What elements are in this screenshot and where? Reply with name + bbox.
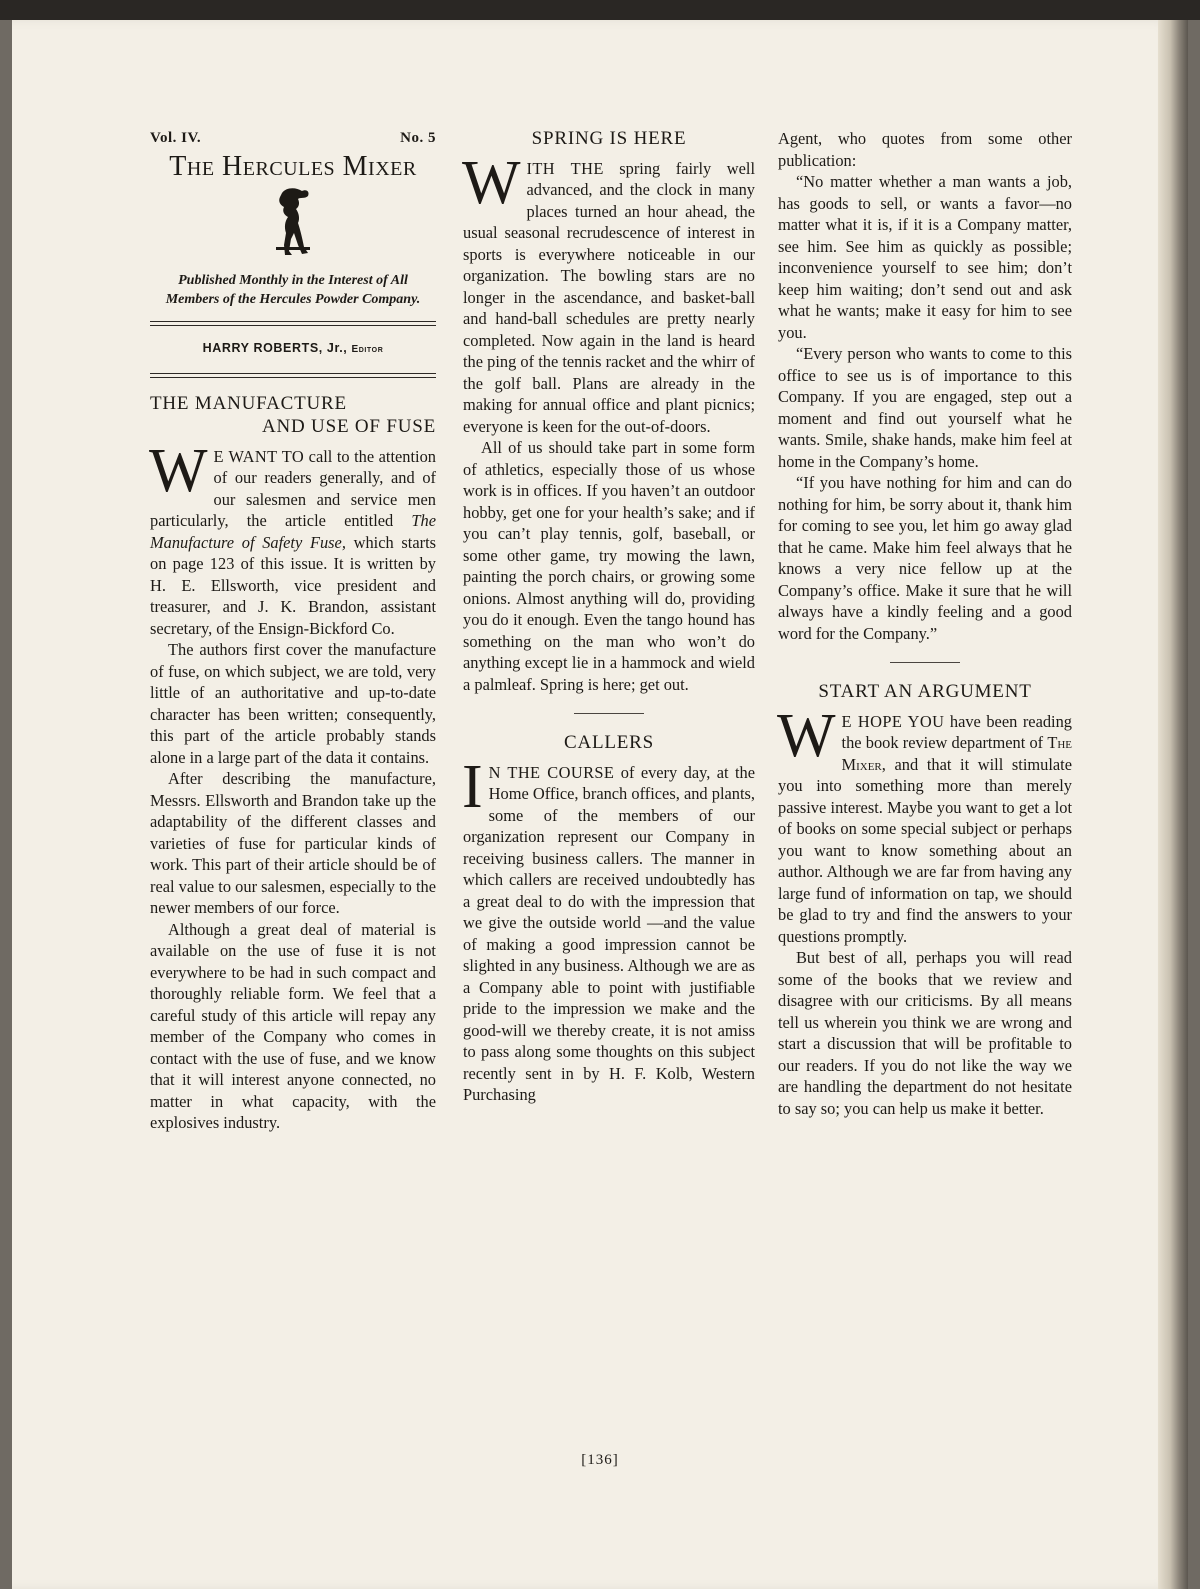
paragraph-text: which starts on page 123 of this issue. It is written by H. E. Ellsworth, vice president and treasurer, and J. K. Brandon, assistant secretary, of the Ensign-Bickford Co. <box>150 532 436 638</box>
page-binding-edge <box>1158 20 1188 1589</box>
article-heading-spring: SPRING IS HERE <box>531 128 687 149</box>
spring-paragraph-1 <box>462 148 755 438</box>
article-heading-fuse <box>150 392 436 438</box>
paragraph-text: of every day, at the Home Office, branch offices, and plants, some of the members of our organization represent our Company in receiving business callers. The manner in which callers are received undoubtedly has a great deal to do with the impression that we give the outside world —and the value of making a good impression cannot be slighted in any business. Although we are as a Company able to point with justifiable pride to the impression we make and the good-will we thereby create, it is not amiss to pass along some thoughts on this subject recently sent in by H. F. Kolb, Western Purchasing <box>463 762 755 1104</box>
publication-statement: Published Monthly in the Interest of All Members of the Hercules Powder Company. <box>165 273 421 307</box>
fuse-paragraph-1 <box>149 436 436 640</box>
fuse-paragraph-2: The authors first cover the manufacture of fuse, on which subject, we are told, very little of an authoritative and up-to-date character has been written; consequently, this part of the article probably stands alone in a large part of the data it contains. <box>150 640 436 767</box>
article-heading-callers: CALLERS <box>563 732 655 753</box>
masthead-rule-top <box>150 321 436 326</box>
fuse-paragraph-3: After describing the manufacture, Messrs. Ellsworth and Brandon take up the adaptability of the different classes and varieties of fuse for particular kinds of work. This part of their article should be of real value to our salesmen, especially to the newer members of our force. <box>150 769 436 917</box>
callers-paragraph-1-continued: Agent, who quotes from some other publication: <box>778 129 1072 170</box>
argument-paragraph-2: But best of all, perhaps you will read some of the books that we review and disagree with our criticisms. By all means tell us wherein you think we are wrong and start a discussion that will be profitable to our readers. If you do not like the way we are handling the department do not hesitate to say so; you can help us make it better. <box>778 948 1072 1118</box>
spring-paragraph-2: All of us should take part in some form of athletics, especially those of us whose work is in offices. If you haven’t an outdoor hobby, get one for your health’s sake; and if you can’t play tennis, golf, baseball, or some other game, try mowing the lawn, painting the porch chairs, or growing some onions. Almost anything will do, providing you do it enough. Even the tango hound has something on the man who won’t do anything except lie in a hammock and wield a palmleaf. Spring is here; get out. <box>463 438 755 694</box>
publication-name: The Mixer <box>841 733 1072 774</box>
column-right <box>778 128 1072 1119</box>
lead-words: ITH THE <box>526 158 604 178</box>
drop-cap: W <box>149 436 208 505</box>
fuse-paragraph-4: Although a great deal of material is available on the use of fuse it is not everywhere to be had in such compact and thoroughly reliable form. We feel that a careful study of this article will repay any member of the Company who comes in contact with the use of fuse, and we know that it will interest anyone connected, no matter in what capacity, with the explosives industry. <box>150 919 436 1132</box>
column-middle <box>463 128 755 1106</box>
lead-words: E WANT TO <box>213 446 305 466</box>
heading-line-2: AND USE OF FUSE <box>261 415 436 437</box>
lead-words: E HOPE YOU <box>841 711 945 731</box>
editor-name: HARRY ROBERTS, Jr., <box>202 341 348 355</box>
issue-number: No. 5 <box>400 130 436 146</box>
paragraph-text: , and that it will stimulate you into something more than merely passive interest. Maybe you want to get a lot of books on some special subject or perhaps you want to know something about an author. Although we are far from having any large fund of information on tap, we should be glad to try and find the answers to your questions promptly. <box>778 754 1072 946</box>
masthead-volume-line <box>150 128 436 150</box>
editor-line <box>150 338 436 361</box>
scanner-top-edge <box>0 0 1200 20</box>
callers-paragraph-1 <box>462 752 755 1106</box>
article-heading-argument: START AN ARGUMENT <box>818 681 1032 702</box>
volume-label: Vol. IV. <box>150 130 202 146</box>
section-divider <box>574 713 644 714</box>
drop-cap: W <box>777 701 836 770</box>
argument-paragraph-1 <box>777 701 1072 948</box>
callers-paragraph-2: “No matter whether a man wants a job, has goods to sell, or wants a favor—no matter what it is, if it is a Company matter, see him. See him as quickly as possible; inconvenience yourself to see him; don’t keep him waiting; don’t send out and ask what he wants; make it easy for him to see you. <box>778 172 1072 342</box>
lead-words: N THE COURSE <box>488 762 615 782</box>
heading-line-1: THE MANUFACTURE <box>150 392 347 414</box>
masthead-rule-bottom <box>150 373 436 378</box>
callers-paragraph-3: “Every person who wants to come to this office to see us is of importance to this Company. If you are engaged, step out a moment and find out yourself what he wants. Smile, shake hands, make him feel at home in the Company’s home. <box>778 344 1072 471</box>
page-number: [136] <box>581 1452 619 1468</box>
paragraph-text: call to the attention of our readers generally, and of our salesmen and service men particularly, the article entitled <box>150 446 436 530</box>
drop-cap: I <box>462 752 483 821</box>
editor-role: Editor <box>351 344 384 355</box>
callers-paragraph-4: “If you have nothing for him and can do nothing for him, be sorry about it, thank him for coming to see you, let him go away glad that he came. Make him feel always that he knows a very nice fellow up at the Company’s office. Make it sure that he will always have a kindly feeling and a good word for the Company.” <box>778 473 1072 643</box>
cited-article-title: The Manufacture of Safety Fuse, <box>150 511 436 552</box>
publication-title: The Hercules Mixer <box>169 150 417 182</box>
paragraph-text: spring fairly well advanced, and the clock in many places turned an hour ahead, the usual seasonal recrudescence of interest in sports is everywhere noticeable in our organization. The bowling stars are no longer in the ascendance, and basket-ball and hand-ball schedules are pretty nearly completed. Now again in the land is heard the ping of the tennis racket and the whirr of the golf ball. Plans are already in the making for annual office and plant picnics; everyone is keen for the out-of-doors. <box>463 158 755 436</box>
paragraph-text: have been reading the book review department of <box>841 711 1072 752</box>
hercules-figure-icon <box>272 187 314 257</box>
column-left <box>150 128 436 1134</box>
drop-cap: W <box>462 148 521 217</box>
section-divider <box>890 662 960 663</box>
